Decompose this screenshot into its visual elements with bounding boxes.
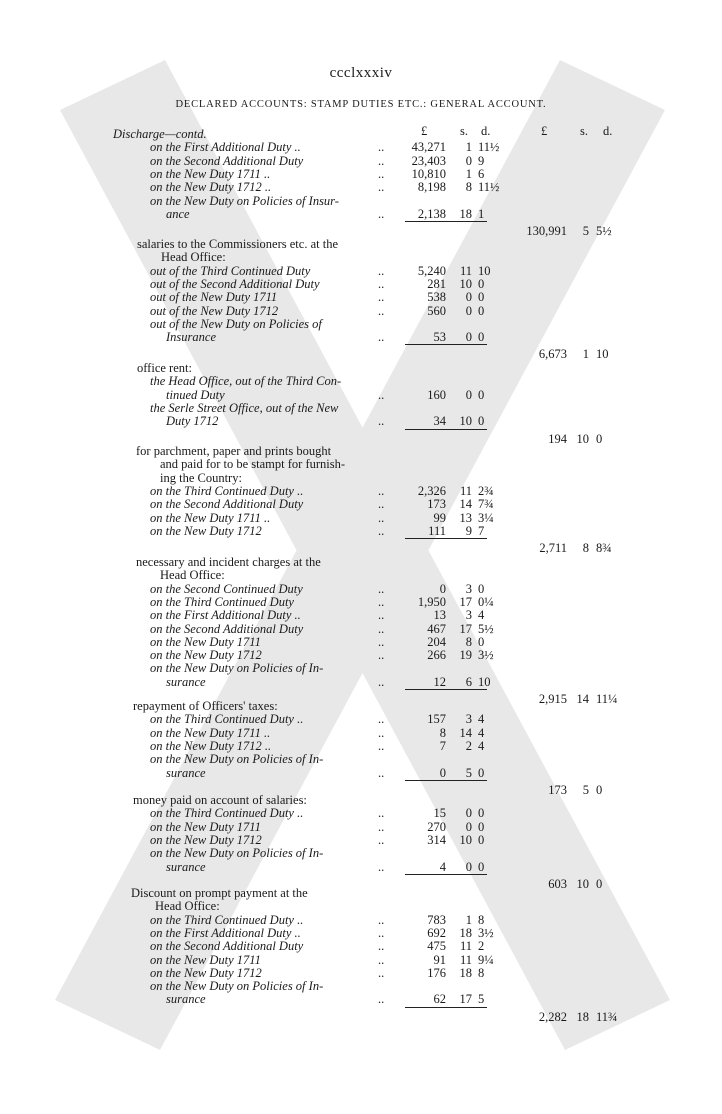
item-amount-shillings: 9 [465, 523, 472, 538]
section-title-officers-taxes: repayment of Officers' taxes: [133, 699, 278, 713]
item-label: tinued Duty [166, 387, 225, 402]
item-label: on the New Duty on Policies of Insur- [150, 193, 339, 208]
item-amount-pounds: 4 [439, 859, 446, 874]
item-amount-pounds: 176 [427, 965, 446, 980]
item-amount-pence: 0 [478, 387, 485, 402]
section-total-pounds: 2,282 [538, 1009, 567, 1024]
column-header-shillings: s. [460, 124, 468, 138]
leader-dots: .. [378, 832, 385, 847]
item-amount-shillings: 5 [465, 765, 472, 780]
item-amount-pence: 3½ [478, 925, 494, 940]
section-title-salaries: Head Office: [161, 250, 226, 265]
item-amount-pence: 0 [478, 303, 485, 318]
item-label: on the New Duty 1711 [150, 634, 261, 649]
section-total-shillings: 5 [582, 224, 589, 239]
section-title-parchment: ing the Country: [160, 470, 242, 485]
section-title-discount: Discount on prompt payment at the [131, 886, 308, 900]
item-amount-pence: 0 [478, 819, 485, 834]
item-amount-pence: 0 [478, 290, 485, 305]
leader-dots: .. [378, 725, 385, 740]
item-amount-pence: 11½ [478, 140, 500, 155]
item-amount-pounds: 783 [427, 912, 446, 927]
leader-dots: .. [378, 330, 385, 345]
subtotal-rule [405, 1007, 487, 1008]
item-amount-shillings: 3 [465, 712, 472, 727]
item-label: the Head Office, out of the Third Con- [150, 374, 342, 389]
item-amount-pounds: 560 [427, 303, 446, 318]
item-amount-shillings: 6 [465, 674, 472, 689]
item-amount-shillings: 0 [465, 290, 472, 305]
leader-dots: .. [378, 648, 385, 663]
item-amount-pence: 2 [478, 939, 485, 954]
item-label: out of the New Duty on Policies of [150, 316, 322, 331]
subtotal-rule [405, 689, 487, 690]
item-amount-shillings: 1 [465, 912, 472, 927]
leader-dots: .. [378, 387, 385, 402]
item-amount-shillings: 0 [465, 806, 472, 821]
item-amount-shillings: 2 [465, 738, 472, 753]
item-label: on the Second Additional Duty [150, 497, 304, 512]
item-amount-shillings: 11 [459, 263, 472, 278]
item-amount-pounds: 157 [427, 712, 446, 727]
subtotal-rule [405, 344, 487, 345]
item-amount-pounds: 173 [427, 497, 446, 512]
section-title-incident-charges: Head Office: [160, 568, 225, 583]
section-title-money-salaries: money paid on account of salaries: [133, 793, 307, 807]
leader-dots: .. [378, 276, 385, 291]
leader-dots: .. [378, 497, 385, 512]
leader-dots: .. [378, 290, 385, 305]
item-label: Insurance [166, 330, 216, 345]
item-amount-pence: 9 [478, 153, 485, 168]
leader-dots: .. [378, 483, 385, 498]
item-amount-shillings: 1 [465, 140, 472, 155]
item-amount-pounds: 5,240 [417, 263, 446, 278]
section-total-pounds: 173 [548, 782, 567, 797]
subtotal-rule [405, 874, 487, 875]
item-amount-pounds: 53 [433, 330, 446, 345]
item-amount-pounds: 0 [439, 765, 446, 780]
item-amount-pounds: 111 [428, 523, 446, 538]
section-total-pence: 11¾ [596, 1009, 618, 1024]
leader-dots: .. [378, 859, 385, 874]
column-header-total-shillings: s. [580, 124, 588, 138]
item-label: on the Second Additional Duty [150, 939, 304, 954]
item-label: on the Third Continued Duty .. [150, 806, 304, 821]
item-amount-pounds: 2,326 [417, 483, 446, 498]
leader-dots: .. [378, 925, 385, 940]
section-title-incident-charges: necessary and incident charges at the [136, 555, 321, 569]
section-total-pounds: 6,673 [538, 347, 567, 362]
item-label: on the Third Continued Duty .. [150, 912, 304, 927]
item-label: on the Second Additional Duty [150, 621, 304, 636]
item-amount-pounds: 1,950 [417, 594, 446, 609]
section-total-shillings: 14 [576, 692, 589, 706]
subtotal-rule [405, 538, 487, 539]
item-amount-pounds: 160 [427, 387, 446, 402]
item-amount-pounds: 266 [427, 648, 446, 663]
section-total-pence: 8¾ [596, 541, 612, 556]
subtotal-rule [405, 780, 487, 781]
section-total-pounds: 130,991 [526, 224, 567, 239]
leader-dots: .. [378, 806, 385, 821]
page-number: ccclxxxiv [329, 65, 393, 81]
item-label: on the Third Continued Duty .. [150, 483, 304, 498]
item-amount-pounds: 15 [433, 806, 446, 821]
leader-dots: .. [378, 263, 385, 278]
item-amount-pence: 3¼ [478, 510, 494, 525]
column-header-total-pence: d. [603, 124, 613, 138]
section-total-pounds: 2,915 [538, 692, 567, 706]
item-amount-shillings: 0 [465, 330, 472, 345]
column-header-pounds: £ [421, 124, 428, 138]
leader-dots: .. [378, 621, 385, 636]
leader-dots: .. [378, 819, 385, 834]
item-amount-pence: 0 [478, 634, 485, 649]
item-amount-pence: 0 [478, 276, 485, 291]
item-amount-shillings: 10 [459, 276, 472, 291]
item-label: on the New Duty 1711 [150, 952, 261, 967]
item-amount-pence: 8 [478, 965, 485, 980]
leader-dots: .. [378, 712, 385, 727]
leader-dots: .. [378, 510, 385, 525]
leader-dots: .. [378, 581, 385, 596]
item-amount-pounds: 8,198 [417, 180, 446, 195]
item-label: on the Second Continued Duty [150, 581, 303, 596]
item-amount-pounds: 314 [427, 832, 446, 847]
item-amount-pounds: 538 [427, 290, 446, 305]
item-amount-pounds: 62 [433, 992, 446, 1007]
item-label: on the New Duty on Policies of In- [150, 752, 324, 767]
item-amount-pounds: 13 [433, 608, 446, 623]
item-label: Duty 1712 [166, 414, 219, 429]
item-amount-pence: 0 [478, 806, 485, 821]
section-total-shillings: 18 [576, 1009, 589, 1024]
item-amount-pence: 7¾ [478, 497, 494, 512]
item-amount-pence: 4 [478, 608, 485, 623]
item-amount-pounds: 99 [433, 510, 446, 525]
section-title-salaries: salaries to the Commissioners etc. at the [137, 237, 338, 251]
leader-dots: .. [378, 523, 385, 538]
item-label: on the New Duty 1712 [150, 832, 262, 847]
item-amount-pence: 0 [478, 832, 485, 847]
leader-dots: .. [378, 594, 385, 609]
item-amount-shillings: 13 [459, 510, 472, 525]
section-total-pence: 0 [596, 876, 603, 891]
section-total-pence: 10 [596, 347, 609, 362]
item-amount-pounds: 43,271 [411, 140, 446, 155]
item-amount-pounds: 2,138 [417, 206, 446, 221]
subtotal-rule [405, 221, 487, 222]
item-amount-shillings: 0 [465, 819, 472, 834]
leader-dots: .. [378, 738, 385, 753]
item-amount-shillings: 14 [459, 497, 472, 512]
item-amount-shillings: 18 [459, 925, 472, 940]
item-label: on the New Duty on Policies of In- [150, 661, 324, 676]
item-label: on the New Duty 1711 .. [150, 725, 271, 740]
item-label: on the New Duty 1712 .. [150, 738, 272, 753]
item-amount-pence: 0 [478, 581, 485, 596]
column-header-pence: d. [481, 124, 491, 138]
item-amount-shillings: 0 [465, 303, 472, 318]
leader-dots: .. [378, 166, 385, 181]
section-total-shillings: 5 [582, 782, 589, 797]
section-title-discount: Head Office: [155, 899, 220, 914]
item-label: the Serle Street Office, out of the New [150, 400, 339, 415]
item-label: on the New Duty 1712 [150, 965, 262, 980]
section-total-shillings: 10 [576, 431, 589, 446]
item-amount-pence: 6 [478, 166, 485, 181]
item-label: surance [166, 859, 206, 874]
item-label: on the New Duty 1711 .. [150, 166, 271, 181]
item-label: on the New Duty 1711 [150, 819, 261, 834]
item-amount-shillings: 0 [465, 387, 472, 402]
item-amount-pounds: 34 [433, 414, 446, 429]
item-amount-pence: 0 [478, 330, 485, 345]
leader-dots: .. [378, 912, 385, 927]
item-amount-pence: 5½ [478, 621, 494, 636]
item-amount-pence: 0 [478, 765, 485, 780]
item-amount-pounds: 12 [433, 674, 446, 689]
leader-dots: .. [378, 414, 385, 429]
item-amount-shillings: 8 [465, 180, 472, 195]
leader-dots: .. [378, 206, 385, 221]
section-total-shillings: 1 [582, 347, 589, 362]
section-total-pence: 0 [596, 431, 603, 446]
item-label: out of the New Duty 1711 [150, 290, 278, 305]
item-amount-shillings: 17 [459, 992, 472, 1007]
item-label: on the First Additional Duty .. [150, 925, 301, 940]
section-total-pence: 5½ [596, 224, 612, 239]
item-label: on the New Duty 1712 [150, 523, 262, 538]
item-label: on the First Additional Duty .. [150, 608, 301, 623]
item-amount-shillings: 10 [459, 832, 472, 847]
item-label: on the Third Continued Duty .. [150, 712, 304, 727]
item-amount-pounds: 0 [439, 581, 446, 596]
item-amount-pounds: 23,403 [411, 153, 446, 168]
item-amount-pence: 4 [478, 738, 485, 753]
item-amount-pence: 1 [478, 206, 485, 221]
section-total-pounds: 194 [548, 431, 567, 446]
item-label: surance [166, 765, 206, 780]
item-label: out of the Third Continued Duty [150, 263, 311, 278]
item-amount-shillings: 14 [459, 725, 472, 740]
item-amount-shillings: 0 [465, 859, 472, 874]
section-total-pounds: 2,711 [539, 541, 567, 556]
leader-dots: .. [378, 180, 385, 195]
item-amount-pounds: 467 [427, 621, 446, 636]
item-label: surance [166, 992, 206, 1007]
section-total-shillings: 8 [582, 541, 589, 556]
item-amount-pence: 7 [478, 523, 485, 538]
leader-dots: .. [378, 140, 385, 155]
item-amount-pence: 10 [478, 263, 491, 278]
item-amount-pence: 5 [478, 992, 485, 1007]
item-label: on the New Duty 1712 .. [150, 180, 272, 195]
item-amount-shillings: 0 [465, 153, 472, 168]
item-amount-pounds: 475 [427, 939, 446, 954]
item-amount-shillings: 11 [459, 952, 472, 967]
item-amount-shillings: 19 [459, 648, 472, 663]
item-amount-shillings: 11 [459, 483, 472, 498]
item-amount-shillings: 11 [459, 939, 472, 954]
item-label: surance [166, 674, 206, 689]
section-total-pence: 11¼ [596, 692, 618, 706]
item-amount-pence: 0¼ [478, 594, 494, 609]
item-label: on the Third Continued Duty [150, 594, 294, 609]
item-label: on the New Duty 1711 .. [150, 510, 271, 525]
leader-dots: .. [378, 939, 385, 954]
item-amount-pounds: 7 [439, 738, 446, 753]
item-amount-pounds: 10,810 [411, 166, 446, 181]
item-amount-pounds: 692 [427, 925, 446, 940]
subtotal-rule [405, 429, 487, 430]
item-amount-pence: 10 [478, 674, 491, 689]
item-amount-pence: 3½ [478, 648, 494, 663]
item-amount-shillings: 1 [465, 166, 472, 181]
section-title-parchment: for parchment, paper and prints bought [136, 444, 332, 458]
leader-dots: .. [378, 608, 385, 623]
item-label: ance [166, 206, 190, 221]
item-amount-pence: 2¾ [478, 483, 494, 498]
item-amount-pence: 11½ [478, 180, 500, 195]
leader-dots: .. [378, 992, 385, 1007]
item-amount-shillings: 8 [465, 634, 472, 649]
item-amount-shillings: 3 [465, 581, 472, 596]
item-amount-pence: 4 [478, 712, 485, 727]
item-label: on the New Duty 1712 [150, 648, 262, 663]
section-total-pence: 0 [596, 782, 603, 797]
section-title-discharge: Discharge—contd. [113, 127, 207, 141]
leader-dots: .. [378, 674, 385, 689]
item-label: on the New Duty on Policies of In- [150, 979, 324, 994]
item-amount-shillings: 17 [459, 594, 472, 609]
leader-dots: .. [378, 634, 385, 649]
item-amount-pounds: 204 [427, 634, 446, 649]
section-total-shillings: 10 [576, 876, 589, 891]
leader-dots: .. [378, 153, 385, 168]
leader-dots: .. [378, 303, 385, 318]
page-heading: DECLARED ACCOUNTS: STAMP DUTIES ETC.: GENERAL ACCOUNT. [175, 99, 547, 110]
section-total-pounds: 603 [548, 876, 567, 891]
leader-dots: .. [378, 765, 385, 780]
item-amount-shillings: 17 [459, 621, 472, 636]
item-amount-shillings: 10 [459, 414, 472, 429]
item-amount-pounds: 91 [433, 952, 446, 967]
section-title-parchment: and paid for to be stampt for furnish- [160, 457, 346, 472]
item-label: out of the Second Additional Duty [150, 276, 320, 291]
item-amount-pence: 4 [478, 725, 485, 740]
item-amount-shillings: 18 [459, 965, 472, 980]
section-title-office-rent: office rent: [137, 361, 192, 375]
leader-dots: .. [378, 952, 385, 967]
item-amount-shillings: 3 [465, 608, 472, 623]
item-amount-pounds: 281 [427, 276, 446, 291]
item-amount-pence: 0 [478, 859, 485, 874]
item-amount-pounds: 270 [427, 819, 446, 834]
item-amount-pence: 0 [478, 414, 485, 429]
column-header-total-pounds: £ [541, 124, 548, 138]
item-label: on the New Duty on Policies of In- [150, 846, 324, 861]
item-amount-pence: 8 [478, 912, 485, 927]
leader-dots: .. [378, 965, 385, 980]
item-label: on the Second Additional Duty [150, 153, 304, 168]
item-label: out of the New Duty 1712 [150, 303, 279, 318]
item-amount-pounds: 8 [439, 725, 446, 740]
item-label: on the First Additional Duty .. [150, 140, 301, 155]
item-amount-shillings: 18 [459, 206, 472, 221]
item-amount-pence: 9¼ [478, 952, 494, 967]
